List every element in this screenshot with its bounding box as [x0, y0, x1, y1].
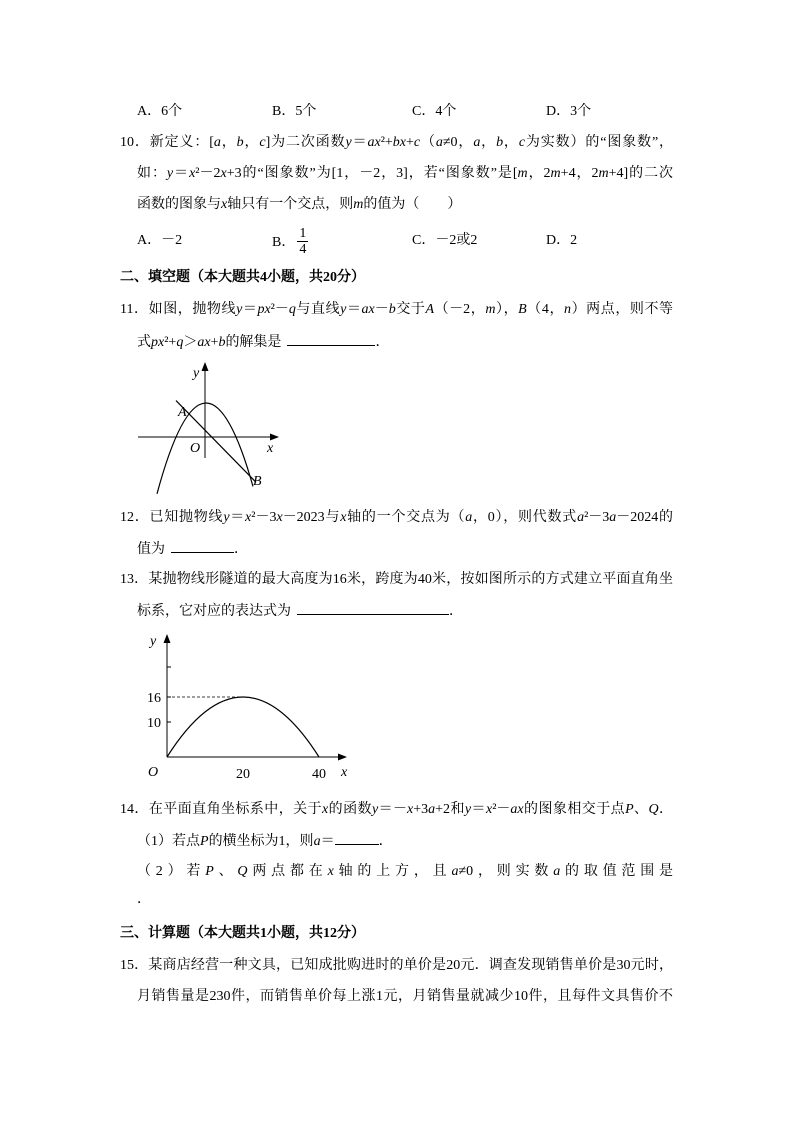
text-run: ）， [495, 302, 519, 317]
text-run: 的解集是 [225, 335, 282, 350]
text-run: 函数的图象与 [137, 197, 221, 212]
math-variable: y [340, 302, 347, 317]
q14-part-2-end: ． [137, 892, 151, 907]
text-run: （2）若 [137, 864, 206, 879]
text-run: ＝ [242, 302, 258, 317]
y-axis-arrow [164, 634, 171, 643]
text-run: ＝ [351, 135, 368, 150]
math-variable: a [609, 510, 617, 525]
math-variable: px [151, 335, 165, 350]
q15-line-1: 15．某商店经营一种文具，已知成批购进时的单价是20元．调查发现销售单价是30元时， [120, 958, 673, 973]
math-variable: y [345, 135, 352, 150]
math-variable: q [288, 302, 296, 317]
math-variable: Q [648, 802, 659, 817]
q15-line-2: 月销售量是230件，而销售单价每上涨1元，月销售量就减少10件，且每件文具售价不 [137, 989, 673, 1004]
math-variable: b [496, 135, 504, 150]
text-run: ， [220, 135, 237, 150]
q10-line-1-text [120, 135, 673, 150]
q11-line-2-text [137, 335, 281, 350]
text-run: 的值为（ ） [363, 197, 462, 212]
math-variable: a [213, 135, 221, 150]
text-run: ． [658, 802, 674, 817]
q10-line-3 [137, 195, 461, 215]
text-run: 、 [213, 864, 238, 879]
answer-blank [171, 539, 234, 553]
math-variable: ax [367, 135, 381, 150]
math-variable: bx [392, 135, 406, 150]
math-variable: x [485, 802, 493, 817]
text-run: ＝ [471, 802, 486, 817]
text-run: （ [420, 135, 436, 150]
text-run: 、 [633, 802, 649, 817]
text-run: 的图象相交于点 [523, 802, 626, 817]
text-run: ）两点，则不等 [571, 302, 674, 317]
math-variable: m [550, 166, 561, 181]
text-run: 14．在平面直角坐标系中，关于 [120, 802, 322, 817]
q12-line-1 [120, 508, 673, 528]
math-variable: P [205, 864, 214, 879]
math-variable: a [428, 802, 436, 817]
text-run: ，2 [527, 166, 551, 181]
math-variable: a [435, 135, 443, 150]
origin-label: O [190, 441, 201, 456]
section-3-heading: 三、计算题（本大题共1小题，共12分） [120, 926, 365, 941]
q11-figure [130, 355, 290, 500]
text-run: － [374, 302, 389, 317]
q14-line-1-text [120, 802, 673, 817]
math-variable: B [518, 302, 527, 317]
text-run: ， [480, 135, 497, 150]
text-run: （－2， [434, 302, 486, 317]
math-variable: m [353, 197, 364, 212]
math-variable: a [465, 510, 473, 525]
answer-blank [335, 831, 379, 845]
text-run: 的取值范围是 [560, 864, 674, 879]
fraction-denominator: 4 [299, 241, 307, 257]
text-run: －2024的 [616, 510, 674, 525]
math-variable: x [322, 802, 329, 817]
q11-line-1 [120, 300, 673, 320]
line-ab [176, 401, 256, 483]
q12-line-2-tail: ． [234, 542, 248, 557]
text-run: +3的“图象数”为[1，－2，3]，若“图象数”是[ [226, 166, 518, 181]
text-run: + [210, 335, 219, 350]
math-variable: P [200, 834, 209, 849]
tick-label-20: 20 [236, 767, 250, 782]
text-run: ²+ [380, 135, 393, 150]
text-run: （1）若点 [137, 834, 200, 849]
text-run: ²+ [164, 335, 177, 350]
text-run: 式 [137, 335, 151, 350]
math-variable: y [464, 802, 472, 817]
x-axis-arrow [270, 434, 279, 441]
text-run: ， [503, 135, 519, 150]
q14-part-1-tail: ． [378, 834, 393, 849]
text-run: +2和 [435, 802, 465, 817]
text-run: ＝ [346, 302, 362, 317]
math-variable: m [598, 166, 609, 181]
q14-part-1-text [137, 834, 335, 849]
text-run: ]为二次函数 [265, 135, 346, 150]
math-variable: ax [510, 802, 524, 817]
math-variable: y [371, 802, 379, 817]
answer-blank [297, 601, 449, 615]
text-run: 轴的上方，且 [333, 864, 452, 879]
text-run: 轴的一个交点为（ [346, 510, 466, 525]
q9-option-b: B．5个 [272, 104, 317, 119]
math-variable: y [223, 510, 230, 525]
tunnel-parabola [167, 697, 319, 757]
q10-option-c: C．－2或2 [412, 233, 478, 248]
math-variable: q [176, 335, 184, 350]
x-axis-label: x [341, 765, 348, 780]
text-run: ，0），则代数式 [472, 510, 578, 525]
q12-line-2-text: 值为 [137, 542, 165, 557]
q10-option-b [272, 225, 308, 257]
point-a-label: A [178, 405, 187, 420]
q13-line-2-text: 标系，它对应的表达式为 [137, 604, 291, 619]
math-variable: a [313, 834, 321, 849]
q14-part-1 [137, 831, 393, 852]
math-variable: P [625, 802, 634, 817]
origin-label: O [148, 765, 159, 780]
text-run: ²－3 [584, 510, 610, 525]
text-run: ＝－ [378, 802, 408, 817]
q10-line-1 [120, 133, 673, 153]
y-axis-arrow [202, 362, 209, 371]
text-run: +4]的二次 [608, 166, 674, 181]
q10-line-2-text [137, 166, 673, 181]
math-variable: ax [197, 335, 211, 350]
point-b-label: B [253, 474, 262, 489]
math-variable: n [564, 302, 572, 317]
fraction-numerator: 1 [299, 225, 307, 241]
text-run: 12．已知抛物线 [120, 510, 224, 525]
q10-line-2 [137, 164, 673, 184]
q13-line-1: 13．某抛物线形隧道的最大高度为16米，跨度为40米，按如图所示的方式建立平面直角坐 [120, 572, 673, 587]
tick-label-40: 40 [312, 767, 326, 782]
text-run: 两点都在 [247, 864, 328, 879]
math-variable: Q [237, 864, 248, 879]
text-run: 11．如图，抛物线 [120, 302, 237, 317]
math-variable: x [407, 802, 414, 817]
math-variable: y [236, 302, 243, 317]
q14-part-2 [137, 862, 673, 882]
math-variable: c [259, 135, 266, 150]
math-variable: ax [361, 302, 375, 317]
text-run: ²－ [270, 302, 289, 317]
text-run: 的横坐标为1，则 [208, 834, 314, 849]
text-run: ≠0，则实数 [458, 864, 554, 879]
math-variable: m [517, 166, 528, 181]
q10-option-a: A．－2 [137, 233, 183, 248]
q13-figure [140, 628, 355, 783]
q10-line-3-text [137, 197, 461, 212]
q13-line-2-tail: ． [449, 604, 463, 619]
q14-line-1 [120, 800, 673, 820]
math-variable: x [189, 166, 196, 181]
x-axis-label: x [267, 441, 274, 456]
q10-option-b-label: B． [272, 235, 296, 250]
text-run: 的函数 [328, 802, 372, 817]
y-axis-label: y [193, 366, 200, 381]
math-variable: c [518, 135, 526, 150]
math-variable: a [451, 864, 459, 879]
text-run: ＞ [183, 335, 198, 350]
math-variable: b [236, 135, 244, 150]
text-run: ＝ [173, 166, 190, 181]
text-run: + [406, 135, 414, 150]
text-run: +4，2 [560, 166, 599, 181]
tick-label-10: 10 [147, 716, 161, 731]
text-run: 10．新定义：[ [120, 135, 214, 150]
q12-line-2 [137, 539, 248, 560]
math-variable: m [485, 302, 496, 317]
math-variable: a [577, 510, 585, 525]
q9-option-d: D．3个 [546, 104, 592, 119]
text-run: ²－ [492, 802, 511, 817]
text-run: －2023与 [282, 510, 341, 525]
math-variable: x [221, 197, 228, 212]
math-variable: a [473, 135, 481, 150]
text-run: ≠0， [442, 135, 474, 150]
text-run: 与直线 [295, 302, 341, 317]
q9-option-c: C．4个 [412, 104, 457, 119]
q11-line-2 [137, 332, 389, 353]
math-variable: x [340, 510, 347, 525]
q9-option-a: A．6个 [137, 104, 183, 119]
y-axis-label: y [150, 634, 157, 649]
math-variable: px [257, 302, 271, 317]
text-run: +3 [413, 802, 429, 817]
q11-line-2-tail: ． [375, 335, 390, 350]
q11-line-1-text [120, 302, 673, 317]
text-run: （4， [526, 302, 565, 317]
math-variable: x [245, 510, 252, 525]
text-run: ²－2 [195, 166, 221, 181]
text-run: ＝ [229, 510, 246, 525]
math-variable: y [166, 166, 174, 181]
text-run: 如： [137, 166, 167, 181]
q13-line-2 [137, 601, 463, 622]
math-variable: x [276, 510, 283, 525]
math-variable: A [425, 302, 435, 317]
text-run: ＝ [320, 834, 335, 849]
text-run: 为实数）的“图象数”， [525, 135, 674, 150]
answer-blank [287, 332, 375, 346]
text-run: 交于 [395, 302, 426, 317]
text-run: ， [243, 135, 260, 150]
math-variable: x [327, 864, 334, 879]
math-variable: c [413, 135, 421, 150]
x-axis-arrow [338, 754, 347, 761]
q10-option-d: D．2 [546, 233, 578, 248]
fraction [297, 226, 308, 257]
q14-part-2-text [137, 864, 673, 879]
math-variable: b [218, 335, 226, 350]
section-2-heading: 二、填空题（本大题共4小题，共20分） [120, 270, 365, 285]
q12-line-1-text [120, 510, 673, 525]
text-run: 轴只有一个交点，则 [227, 197, 354, 212]
math-variable: b [388, 302, 396, 317]
text-run: ²－3 [251, 510, 277, 525]
math-variable: x [220, 166, 227, 181]
tick-label-16: 16 [147, 691, 161, 706]
math-variable: a [553, 864, 561, 879]
